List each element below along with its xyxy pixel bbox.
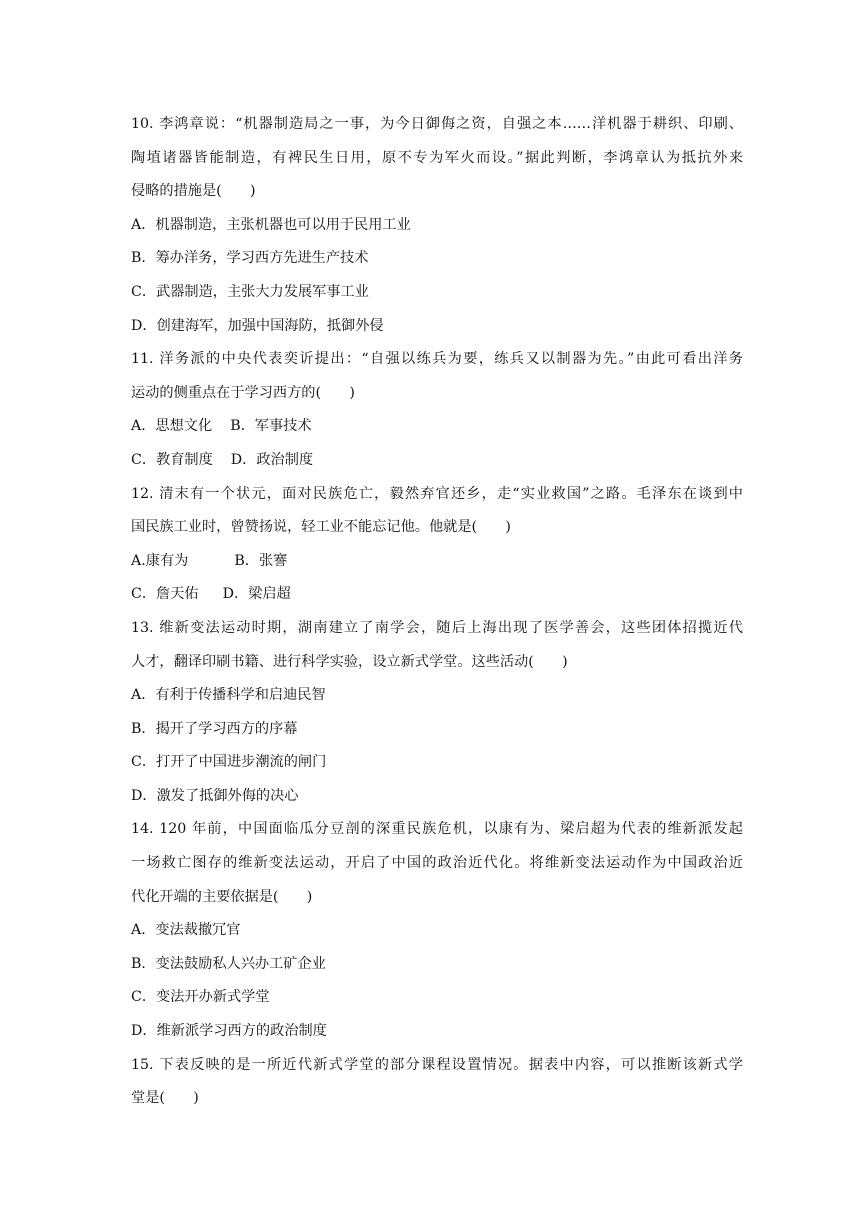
question-stem-line: 陶埴诸器皆能制造，有裨民生日用，原不专为军火而设。”据此判断，李鸿章认为抵抗外来: [131, 149, 743, 166]
answer-option-d: D．激发了抵御外侮的决心: [131, 787, 299, 804]
answer-option-b: B．揭开了学习西方的序幕: [131, 720, 298, 737]
question-15: [131, 1049, 743, 1116]
answer-option-row: [131, 545, 743, 579]
answer-option-d: D．创建海军，加强中国海防，抵御外侵: [131, 317, 384, 334]
answer-option-a: A.康有为: [131, 552, 189, 569]
question-stem-line: 15. 下表反映的是一所近代新式学堂的部分课程设置情况。据表中内容，可以推断该新式学: [131, 1056, 743, 1073]
question-12: [131, 478, 743, 612]
answer-option-d: D．政治制度: [230, 451, 314, 468]
question-stem-line: 10. 李鸿章说：“机器制造局之一事，为今日御侮之资，自强之本……洋机器于耕织、印刷、: [131, 116, 743, 132]
question-stem-line: 11. 洋务派的中央代表奕䜣提出：“自强以练兵为要，练兵又以制器为先。”由此可看出洋务: [131, 351, 743, 368]
answer-option-row: [131, 410, 743, 444]
question-stem-line: 侵略的措施是( ): [131, 183, 256, 200]
answer-option-d: D．维新派学习西方的政治制度: [131, 1023, 327, 1040]
answer-option-a: A．变法裁撤冗官: [131, 922, 241, 939]
answer-option-c: C．詹天佑: [131, 586, 199, 603]
question-14: [131, 813, 743, 1048]
question-stem-line: 国民族工业时，曾赞扬说，轻工业不能忘记他。他就是( ): [131, 519, 511, 536]
answer-option-b: B．变法鼓励私人兴办工矿企业: [131, 955, 326, 972]
question-list: [131, 108, 743, 1116]
answer-option-b: B．军事技术: [230, 418, 312, 435]
answer-option-c: C．武器制造，主张大力发展军事工业: [131, 283, 369, 300]
answer-option-c: C．变法开办新式学堂: [131, 989, 270, 1006]
answer-option-a: A．机器制造，主张机器也可以用于民用工业: [131, 216, 411, 233]
answer-option-c: C．打开了中国进步潮流的闸门: [131, 754, 327, 771]
question-11: [131, 343, 743, 477]
question-10: [131, 108, 743, 343]
question-stem-line: 14. 120 年前，中国面临瓜分豆剖的深重民族危机，以康有为、梁启超为代表的维新派发起: [131, 821, 743, 838]
answer-option-d: D．梁启超: [222, 586, 291, 603]
question-stem-line: 13. 维新变法运动时期，湖南建立了南学会，随后上海出现了医学善会，这些团体招揽近代: [131, 619, 743, 636]
answer-option-b: B．张謇: [234, 552, 288, 569]
answer-option-row: [131, 444, 743, 478]
answer-option-b: B．筹办洋务，学习西方先进生产技术: [131, 250, 369, 267]
question-stem-line: 一场救亡图存的维新变法运动，开启了中国的政治近代化。将维新变法运动作为中国政治近: [131, 855, 743, 872]
question-stem-line: 人才，翻译印刷书籍、进行科学实验，设立新式学堂。这些活动( ): [131, 653, 568, 670]
answer-option-row: [131, 578, 743, 612]
question-stem-line: 堂是( ): [131, 1090, 199, 1107]
answer-option-a: A．思想文化: [131, 418, 213, 435]
question-stem-line: 运动的侧重点在于学习西方的( ): [131, 384, 355, 401]
answer-option-c: C．教育制度: [131, 451, 213, 468]
question-stem-line: 代化开端的主要依据是( ): [131, 888, 313, 905]
question-13: [131, 612, 743, 814]
question-stem-line: 12. 清末有一个状元，面对民族危亡，毅然弃官还乡，走“实业救国”之路。毛泽东在谈到中: [131, 485, 743, 502]
answer-option-a: A．有利于传播科学和启迪民智: [131, 687, 326, 704]
